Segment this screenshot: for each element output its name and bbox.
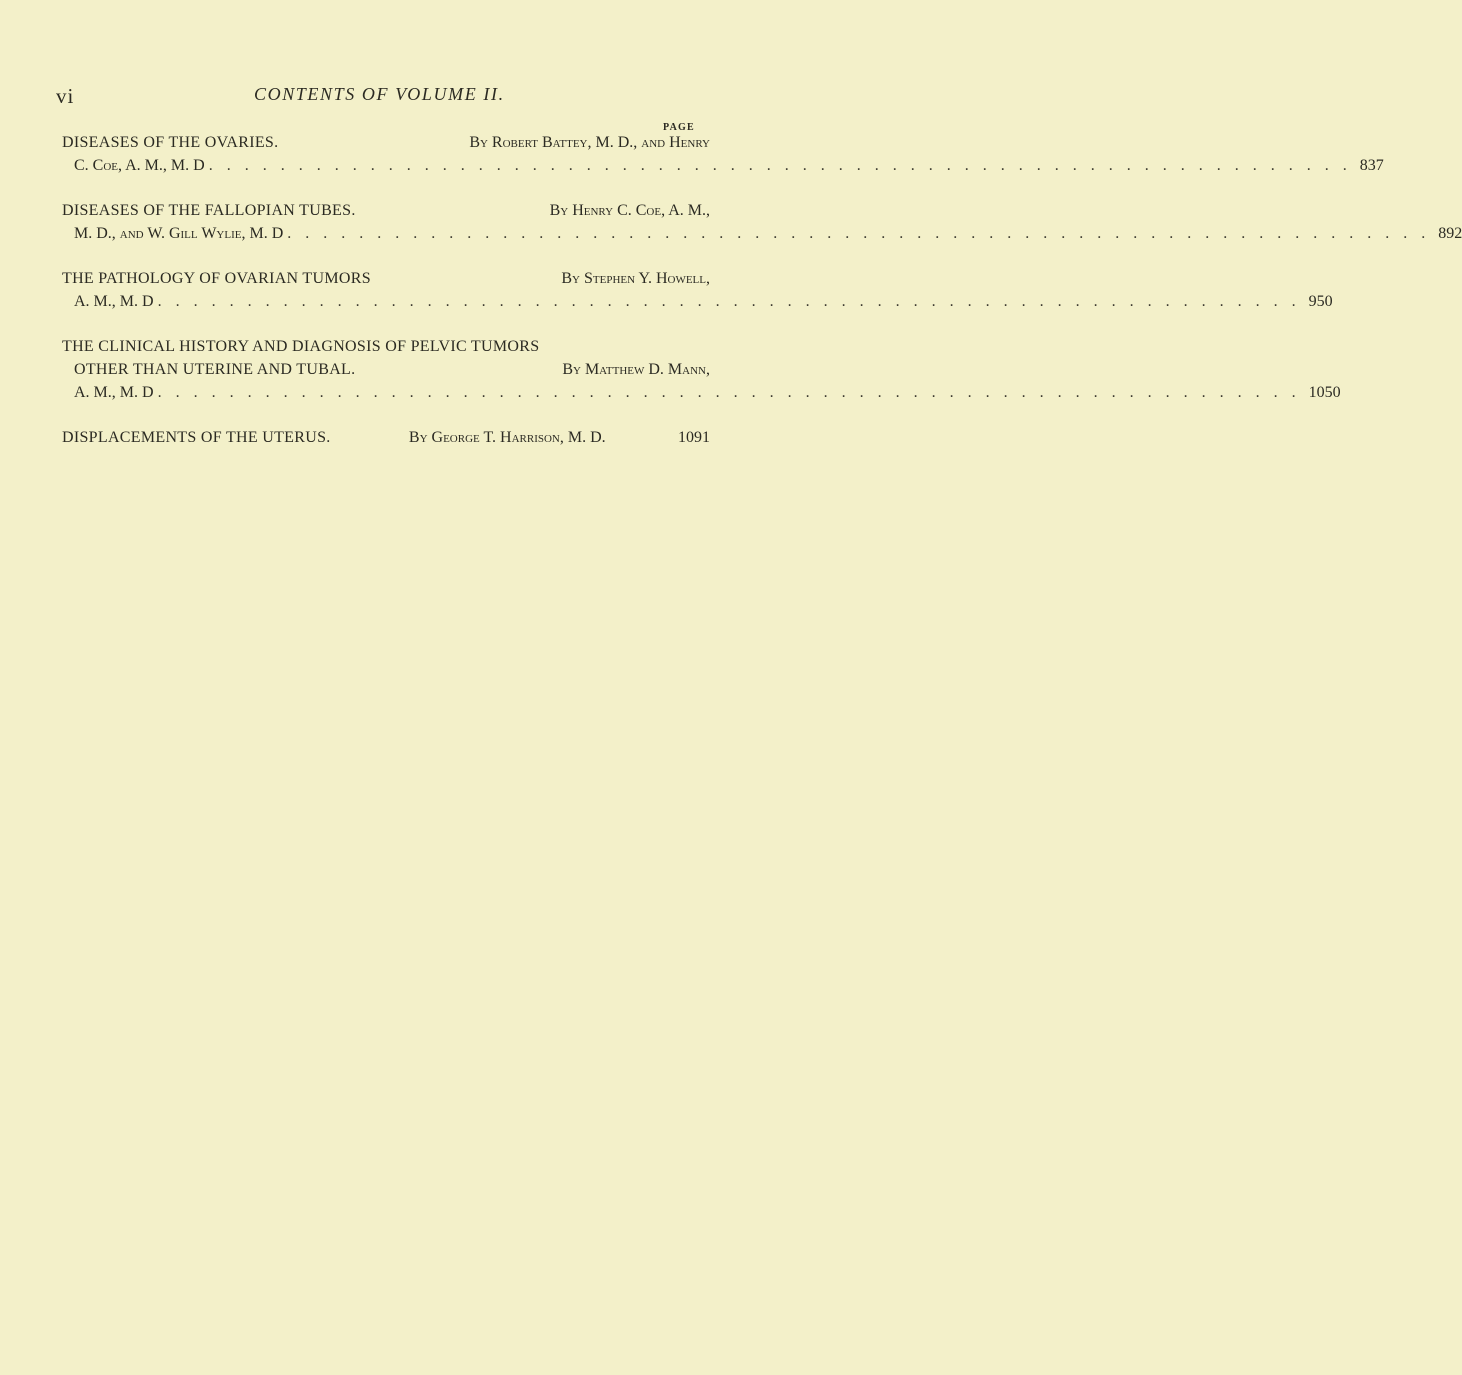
dot-leader: . . . . . . . . . . . . . . . . . . . . . . . . . . . . . . . . . . . . . . . . . . . . . . . . . . . . . . . . . . . . . . . .: [287, 225, 1431, 242]
dot-leader: . . . . . . . . . . . . . . . . . . . . . . . . . . . . . . . . . . . . . . . . . . . . . . . . . . . . . . . . . . . . . . . .: [157, 293, 1301, 310]
dot-leader: . . . . . . . . . . . . . . . . . . . . . . . . . . . . . . . . . . . . . . . . . . . . . . . . . . . . . . . . . . . . . . . .: [208, 157, 1352, 174]
entry-line: [62, 358, 710, 381]
entry-page-number: 837: [1359, 157, 1384, 174]
page-header: [56, 84, 746, 110]
entry-page-number: 1091: [678, 429, 710, 446]
entry-line: [62, 335, 710, 358]
toc-entry-diseases-of-the-ovaries[interactable]: [62, 131, 1384, 177]
entry-author-continuation: C. Coe, A. M., M. D: [74, 157, 205, 174]
entry-byline: By Stephen Y. Howell,: [561, 270, 710, 287]
dot-leader: . . . . . . . . . . . . . . . . . . . . . . . . . . . . . . . . . . . . . . . . . . . . . . . . . . . . . . . . . . . . . . . .: [157, 384, 1301, 401]
toc-entry-clinical-history-pelvic-tumors[interactable]: [62, 335, 1341, 404]
entry-author-continuation: A. M., M. D: [74, 293, 154, 310]
entry-page-number: 892: [1438, 225, 1462, 242]
toc-entry-pathology-of-ovarian-tumors[interactable]: [62, 267, 1333, 313]
entry-line: [62, 426, 710, 449]
entry-title: THE CLINICAL HISTORY AND DIAGNOSIS OF PELVIC TUMORS: [62, 338, 540, 355]
entry-line: [62, 267, 710, 290]
entry-line: [62, 199, 710, 222]
entry-line: [62, 131, 710, 154]
entry-line: [62, 381, 1341, 404]
table-of-contents: [62, 131, 1462, 449]
running-title: CONTENTS OF VOLUME II.: [254, 84, 505, 104]
entry-title-continuation: OTHER THAN UTERINE AND TUBAL.: [74, 361, 356, 378]
entry-title: DISPLACEMENTS OF THE UTERUS.: [62, 429, 331, 446]
entry-title: DISEASES OF THE OVARIES.: [62, 134, 279, 151]
page-column-label: PAGE: [663, 122, 695, 133]
entry-line: [62, 222, 1462, 245]
entry-author-continuation: A. M., M. D: [74, 384, 154, 401]
entry-byline: By Robert Battey, M. D., and Henry: [469, 134, 710, 151]
entry-page-number: 1050: [1308, 384, 1341, 401]
toc-entry-diseases-of-the-fallopian-tubes[interactable]: [62, 199, 1462, 245]
entry-page-number: 950: [1308, 293, 1333, 310]
entry-line: [62, 290, 1333, 313]
entry-byline: By Henry C. Coe, A. M.,: [549, 202, 710, 219]
entry-author-continuation: M. D., and W. Gill Wylie, M. D: [74, 225, 284, 242]
page-number: vi: [56, 84, 75, 108]
entry-line: [62, 154, 1384, 177]
entry-byline: By Matthew D. Mann,: [562, 361, 710, 378]
entry-byline: By George T. Harrison, M. D.: [408, 429, 606, 446]
entry-title: DISEASES OF THE FALLOPIAN TUBES.: [62, 202, 356, 219]
toc-entry-displacements-of-the-uterus[interactable]: [62, 426, 710, 449]
entry-title: THE PATHOLOGY OF OVARIAN TUMORS: [62, 270, 371, 287]
